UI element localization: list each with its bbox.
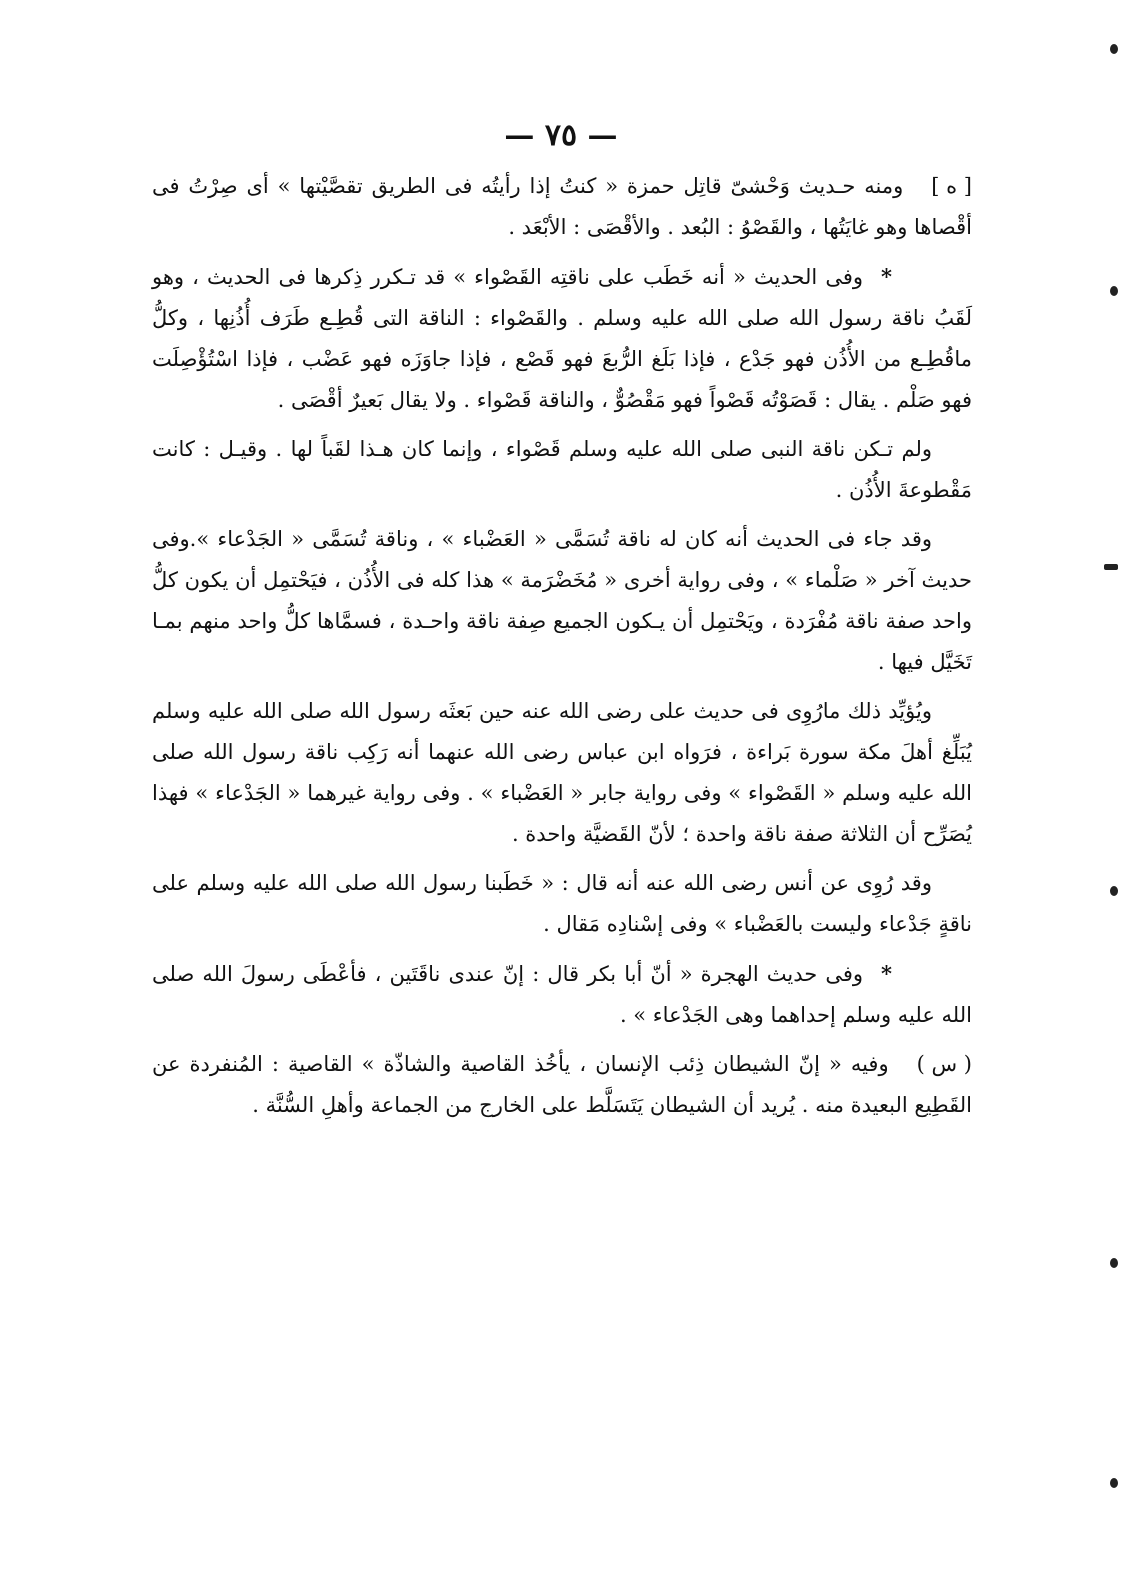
asterisk-marker: * — [881, 264, 892, 289]
text-body — [152, 166, 972, 1134]
paragraph-4 — [152, 519, 972, 683]
paragraph-text: وقد رُوِى عن أنس رضى الله عنه أنه قال : « خَطَبنا رسول الله صلى الله عليه وسلم على ناقةٍ جَدْعاء وليست بالعَضْباء » وفى إسْنادِه مَقال . — [152, 871, 972, 936]
scan-edge-mark — [1110, 44, 1118, 54]
scan-edge-mark — [1110, 886, 1118, 896]
paragraph-text: ويُؤيِّد ذلك مارُوِى فى حديث على رضى الله عنه حين بَعثَه رسول الله صلى الله عليه وسلم يُبَلِّغ أهلَ مكة سورة بَراءة ، فرَواه ابن عباس رضى الله عنهما أنه رَكِب ناقة رسول الله صلى الله عليه وسلم « القَصْواء » وفى رواية جابر « العَضْباء » . وفى رواية غيرهما « الجَدْعاء » فهذا يُصَرِّح أن الثلاثة صفة ناقة واحدة ؛ لأنّ القَضيَّة واحدة . — [152, 699, 972, 846]
scan-edge-mark — [1110, 1258, 1118, 1268]
paragraph-text: وفى حديث الهجرة « أنّ أبا بكر قال : إنّ عندى ناقَتَين ، فأعْطَى رسولَ الله صلى الله عليه وسلم إحداهما وهى الجَدْعاء » . — [152, 962, 972, 1027]
page-number: — ٧٥ — — [504, 118, 618, 153]
paragraph-2 — [152, 256, 972, 421]
paragraph-1 — [152, 166, 972, 248]
paragraph-7 — [152, 953, 972, 1036]
section-tag: [ ه ] — [931, 174, 972, 198]
paragraph-8 — [152, 1044, 972, 1126]
section-tag: ( س ) — [916, 1052, 972, 1076]
scan-edge-mark — [1104, 564, 1118, 570]
scan-edge-mark — [1110, 286, 1118, 296]
paragraph-text: ومنه حـديث وَحْشىّ قاتِل حمزة « كنتُ إذا رأيتُه فى الطريق تقصَّيْتها » أى صِرْتُ فى أقْصاها وهو غايَتُها ، والقَصْوُ : البُعد . والأقْصَى : الأبْعَد . — [152, 174, 972, 239]
paragraph-text: وفيه « إنّ الشيطان ذِئب الإنسان ، يأخُذ القاصية والشاذّة » القاصية : المُنفردة عن القَطِيع البعيدة منه . يُريد أن الشيطان يَتَسَلَّط على الخارج من الجماعة وأهلِ السُّنَّة . — [152, 1052, 972, 1117]
paragraph-3 — [152, 429, 972, 511]
scan-edge-mark — [1110, 1478, 1118, 1488]
paragraph-text: وقد جاء فى الحديث أنه كان له ناقة تُسَمَّى « العَضْباء » ، وناقة تُسَمَّى « الجَدْعاء ».وفى حديث آخر « صَلْماء » ، وفى رواية أخرى « مُخَضْرَمة » هذا كله فى الأُذُن ، فيَحْتمِل أن يكون كلُّ واحد صفة ناقة مُفْرَدة ، ويَحْتمِل أن يـكون الجميع صِفة ناقة واحـدة ، فسمَّاها كلُّ واحد منهم بمـا تَخَيَّل فيها . — [152, 527, 972, 674]
paragraph-6 — [152, 863, 972, 945]
paragraph-text: ولم تـكن ناقة النبى صلى الله عليه وسلم قَصْواء ، وإنما كان هـذا لقَباً لها . وقيـل : كانت مَقْطوعةَ الأُذُن . — [152, 437, 972, 502]
paragraph-5 — [152, 691, 972, 855]
paragraph-text: وفى الحديث « أنه خَطَب على ناقتِه القَصْواء » قد تـكرر ذِكرها فى الحديث ، وهو لَقَبُ ناقة رسول الله صلى الله عليه وسلم . والقَصْواء : الناقة التى قُطِـع طَرَف أُذُنِها ، وكلُّ ماقُطِـع من الأُذُن فهو جَدْع ، فإذا بَلَغ الرُّبعَ فهو قَصْع ، فإذا جاوَزَه فهو عَضْب ، فإذا اسْتُؤْصِلَت فهو صَلْم . يقال : قَصَوْتُه قَصْواً فهو مَقْصُوٌّ ، والناقة قَصْواء . ولا يقال بَعيرٌ أقْصَى . — [152, 265, 972, 412]
asterisk-marker: * — [881, 961, 892, 986]
